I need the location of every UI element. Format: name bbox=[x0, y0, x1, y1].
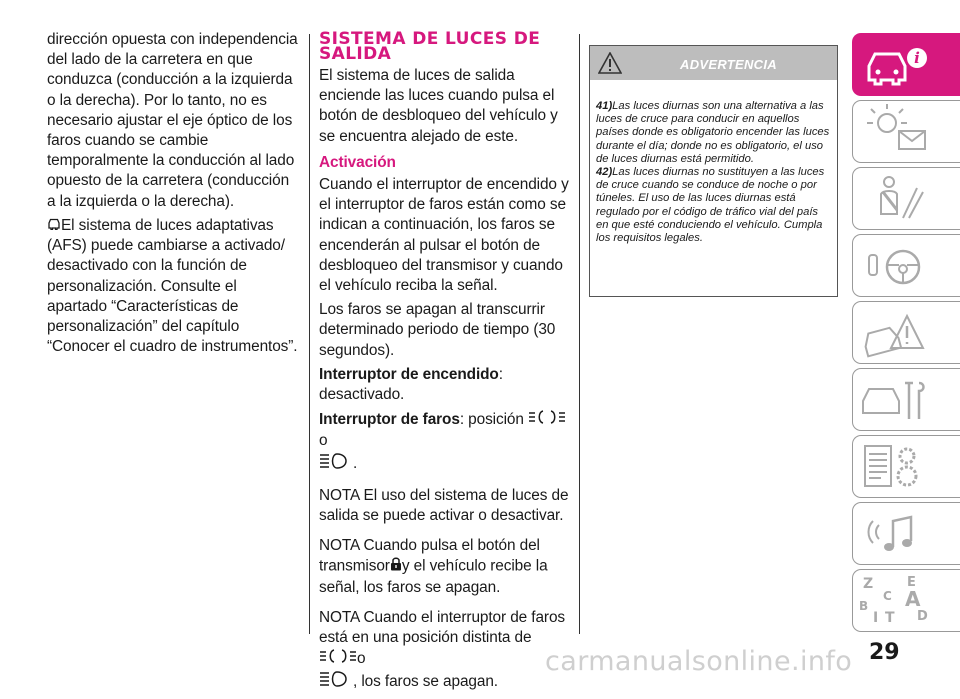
car-icon bbox=[47, 216, 61, 236]
car-tools-icon bbox=[853, 369, 960, 432]
nota-2-end: y el vehículo recibe la señal, los faros se apagan. bbox=[319, 558, 548, 596]
warning-item bbox=[596, 100, 831, 166]
music-signal-icon bbox=[853, 503, 960, 566]
watermark: carmanualsonline.info bbox=[545, 646, 853, 677]
warning-box bbox=[589, 45, 838, 297]
headlight-line bbox=[319, 409, 571, 476]
tab-emergency[interactable] bbox=[852, 301, 960, 364]
text-column-1 bbox=[47, 30, 299, 361]
seatbelt-icon bbox=[853, 168, 960, 231]
warning-item-text: Las luces diurnas no sustituyen a las luces de cruce cuando se conduce de noche o por túneles. El uso de las luces diurnas está regulado por el código de tráfico vial del país en que esté conduciendo el vehículo. Cumpla los requisitos legales. bbox=[596, 166, 825, 245]
svg-text:A: A bbox=[905, 587, 921, 611]
tab-technical-data[interactable] bbox=[852, 435, 960, 498]
warning-body bbox=[590, 80, 837, 245]
low-beam-icon bbox=[319, 670, 353, 694]
afs-text: El sistema de luces adaptativas (AFS) puede cambiarse a activado/ desactivado con la función de personalización. Consulte el apartado “Características de personalización” del capítulo “Conocer el cuadro de instrumentos”. bbox=[47, 217, 298, 356]
svg-text:T: T bbox=[885, 610, 895, 626]
or-text: o bbox=[357, 650, 366, 668]
nota-3-end: , los faros se apagan. bbox=[353, 673, 498, 691]
document-gear-icon bbox=[853, 436, 960, 499]
period-text: . bbox=[353, 454, 358, 472]
paragraph: Cuando el interruptor de encendido y el interruptor de faros están como se indican a continuación, los faros se encenderán al pulsar el botón de desbloqueo del transmisor y cuando el vehículo reciba la señal. bbox=[319, 176, 569, 295]
paragraph bbox=[47, 216, 299, 358]
text-column-2 bbox=[319, 30, 571, 699]
column-divider-right bbox=[579, 34, 580, 634]
svg-text:i: i bbox=[914, 49, 920, 67]
tab-multimedia[interactable] bbox=[852, 502, 960, 565]
column-divider-left bbox=[309, 34, 310, 634]
paragraph: El sistema de luces de salida enciende las luces cuando pulsa el botón de desbloqueo del vehículo y se encuentra alejado de este. bbox=[319, 67, 558, 145]
position-lamp-icon bbox=[319, 648, 357, 670]
nota-2-start: NOTA Cuando pulsa el botón del transmisor bbox=[319, 537, 540, 576]
warning-item-number: 41) bbox=[596, 100, 613, 112]
nota-3 bbox=[319, 608, 571, 695]
nota-3-start: NOTA Cuando el interruptor de faros está en una posición distinta de bbox=[319, 608, 566, 647]
car-info-icon bbox=[853, 34, 960, 97]
svg-text:I: I bbox=[873, 610, 879, 626]
svg-text:C: C bbox=[883, 589, 892, 603]
svg-text:D: D bbox=[917, 609, 928, 624]
headlight-value: : posición bbox=[459, 411, 524, 429]
warning-item bbox=[596, 166, 831, 245]
warning-item-number: 42) bbox=[596, 166, 613, 179]
svg-text:Z: Z bbox=[863, 576, 874, 592]
tab-starting-driving[interactable] bbox=[852, 234, 960, 297]
svg-text:E: E bbox=[907, 575, 916, 590]
tab-know-your-vehicle[interactable] bbox=[852, 33, 960, 96]
subheading: Activación bbox=[319, 153, 396, 171]
paragraph: Los faros se apagan al transcurrir determinado periodo de tiempo (30 segundos). bbox=[319, 301, 556, 359]
ignition-line: Interruptor de encendido: desactivado. bbox=[319, 365, 503, 404]
tab-dashboard[interactable] bbox=[852, 100, 960, 163]
warning-title: ADVERTENCIA bbox=[680, 57, 777, 72]
section-title: SISTEMA DE LUCES DE SALIDA bbox=[319, 29, 541, 64]
emergency-icon bbox=[853, 302, 960, 365]
headlight-label: Interruptor de faros bbox=[319, 411, 460, 429]
paragraph: dirección opuesta con independencia del lado de la carretera en que conduzca (conducción a la izquierda o la derecha). Por lo tanto, no es necesario ajustar el eje óptico de los faros cuando se cambie temporalmente la conducción al lado opuesto de la carretera (conducción a la izquierda o la derecha). bbox=[47, 31, 298, 210]
alphabet-index-icon bbox=[853, 570, 960, 633]
nota-2 bbox=[319, 536, 571, 598]
ignition-value: desactivado. bbox=[319, 386, 405, 404]
low-beam-icon bbox=[319, 452, 353, 476]
or-text: o bbox=[319, 432, 328, 450]
steering-wheel-icon bbox=[853, 235, 960, 298]
svg-text:B: B bbox=[859, 599, 869, 613]
nota-1: NOTA El uso del sistema de luces de salida se puede activar o desactivar. bbox=[319, 486, 569, 525]
warning-lights-icon bbox=[853, 101, 960, 164]
page-number: 29 bbox=[869, 640, 900, 665]
position-lamp-icon bbox=[528, 409, 566, 431]
ignition-label: Interruptor de encendido bbox=[319, 365, 499, 383]
tab-maintenance[interactable] bbox=[852, 368, 960, 431]
warning-header bbox=[590, 46, 837, 80]
lock-icon bbox=[390, 556, 402, 577]
warning-item-text: Las luces diurnas son una alternativa a las luces de cruce para conducir en aquellos países donde es obligatorio encender las luces durante el día; donde no es obligatorio, el uso de luces diurnas está permitido. bbox=[596, 100, 830, 165]
tab-index[interactable] bbox=[852, 569, 960, 632]
tab-safety[interactable] bbox=[852, 167, 960, 230]
